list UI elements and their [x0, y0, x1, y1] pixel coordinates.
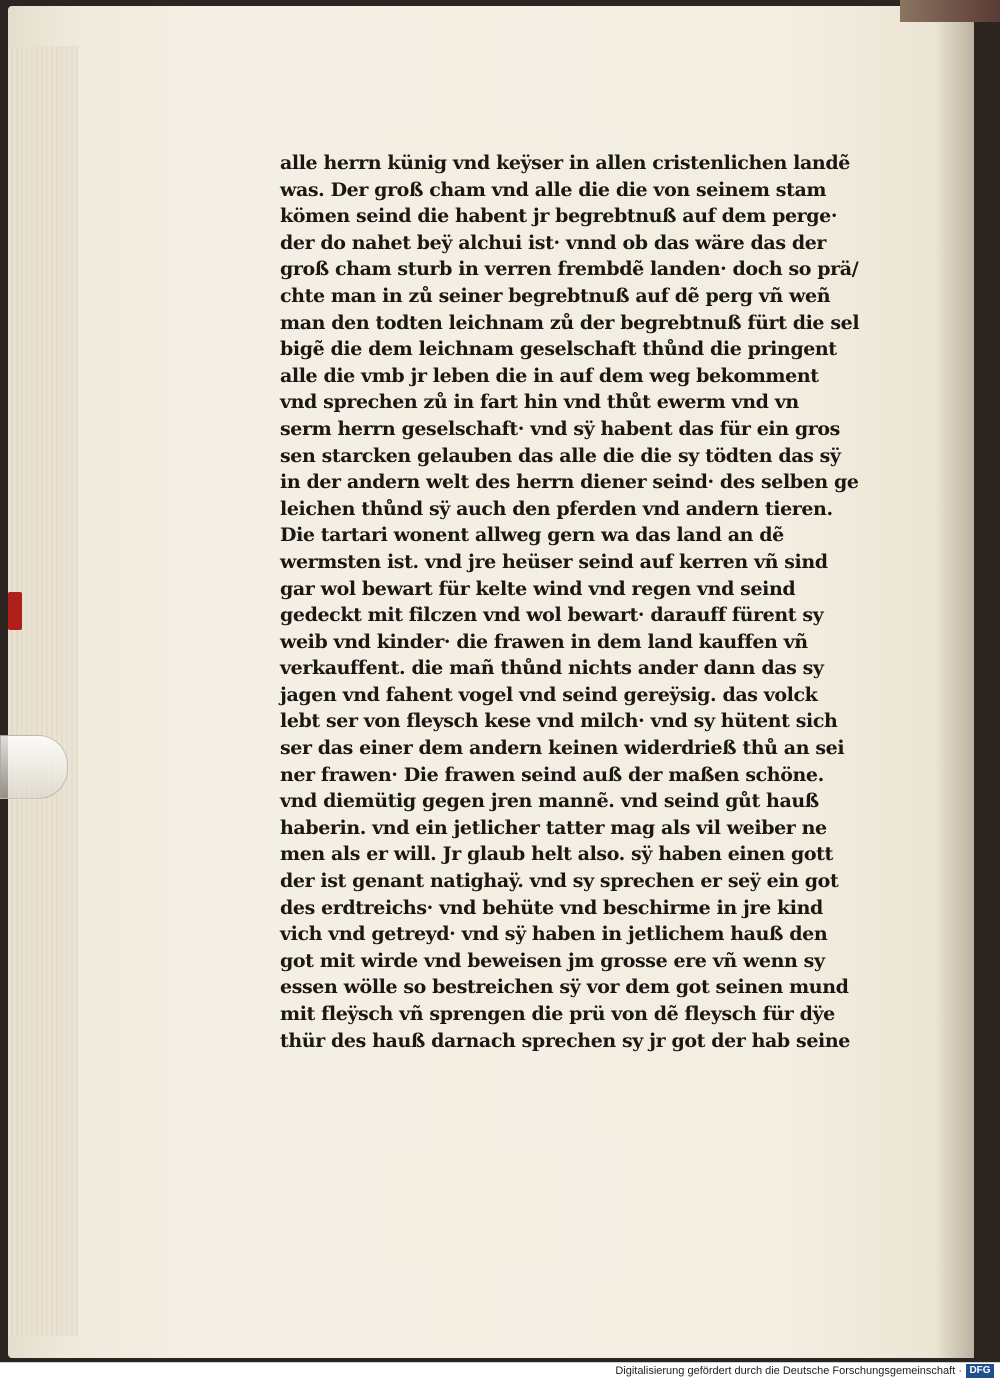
- text-line: sen starcken gelauben das alle die die sy tödten das sÿ: [280, 444, 841, 467]
- text-line: got mit wirde vnd beweisen jm grosse ere vñ wenn sy: [280, 949, 825, 972]
- text-line: ser das einer dem andern keinen widerdrieß thů an sei: [280, 737, 845, 760]
- page-edges: [8, 46, 78, 1336]
- text-line: gedeckt mit filczen vnd wol bewart· darauff fürent sy: [280, 604, 824, 627]
- text-line: leichen thůnd sÿ auch den pferden vnd andern tieren.: [280, 497, 833, 520]
- text-line: man den todten leichnam zů der begrebtnuß fürt die sel: [280, 311, 860, 334]
- funding-credit: Digitalisierung gefördert durch die Deutsche Forschungsgemeinschaft ·: [615, 1365, 962, 1377]
- text-line: weib vnd kinder· die frawen in dem land kauffen vñ: [280, 630, 808, 653]
- text-line: der do nahet beÿ alchui ist· vnnd ob das wäre das der: [280, 231, 827, 254]
- text-line: serm herrn geselschaft· vnd sÿ habent das für ein gros: [280, 417, 840, 440]
- text-line: thür des hauß darnach sprechen sy jr got der hab seine: [280, 1029, 850, 1052]
- text-line: ner frawen· Die frawen seind auß der maßen schöne.: [280, 763, 824, 786]
- text-line: Die tartari wonent allweg gern wa das land an dẽ: [280, 524, 784, 547]
- text-line: alle herrn künig vnd keÿser in allen cristenlichen landẽ: [280, 152, 850, 174]
- red-bookmark-tab: [8, 592, 22, 630]
- text-line: essen wölle so bestreichen sÿ vor dem got seinen mund: [280, 976, 849, 999]
- text-line: jagen vnd fahent vogel vnd seind gereÿsig. das volck: [280, 683, 818, 706]
- text-line: alle die vmb jr leben die in auf dem weg bekomment: [280, 364, 819, 387]
- text-line: lebt ser von fleysch kese vnd milch· vnd sy hütent sich: [280, 710, 838, 733]
- text-line: der ist genant natighaÿ. vnd sy sprechen er seÿ ein got: [280, 870, 839, 893]
- text-line: mit fleÿsch vñ sprengen die prü von dẽ fleysch für dÿe: [280, 1003, 835, 1025]
- text-line: kömen seind die habent jr begrebtnuß auf dem perge·: [280, 205, 838, 228]
- book-cover-corner: [900, 0, 1000, 22]
- text-line: chte man in zů seiner begrebtnuß auf dẽ perg vñ weñ: [280, 284, 831, 307]
- gutter-shadow: [934, 6, 974, 1358]
- text-line: verkauffent. die mañ thůnd nichts ander dann das sy: [280, 657, 824, 680]
- text-line: wermsten ist. vnd jre heüser seind auf kerren vñ sind: [280, 550, 828, 573]
- text-line: vnd sprechen zů in fart hin vnd thůt ewerm vnd vn: [280, 391, 799, 414]
- text-line: was. Der groß cham vnd alle die die von seinem stam: [280, 178, 827, 201]
- text-line: vich vnd getreyd· vnd sÿ haben in jetlichem hauß den: [280, 923, 828, 946]
- text-line: bigẽ die dem leichnam geselschaft thůnd die pringent: [280, 338, 837, 361]
- text-line: in der andern welt des herrn diener seind· des selben ge: [280, 471, 859, 494]
- dfg-logo: DFG: [966, 1364, 994, 1378]
- text-line: men als er will. Jr glaub helt also. sÿ haben einen gott: [280, 843, 833, 866]
- text-line: groß cham sturb in verren frembdẽ landen· doch so prä/: [280, 258, 859, 281]
- page-clip: [0, 735, 68, 799]
- text-line: haberin. vnd ein jetlicher tatter mag als vil weiber ne: [280, 816, 827, 839]
- text-line: des erdtreichs· vnd behüte vnd beschirme in jre kind: [280, 896, 823, 919]
- text-line: vnd diemütig gegen jren mannẽ. vnd seind gůt hauß: [280, 790, 819, 813]
- text-line: gar wol bewart für kelte wind vnd regen vnd seind: [280, 577, 796, 600]
- blackletter-text-block: [280, 150, 880, 1054]
